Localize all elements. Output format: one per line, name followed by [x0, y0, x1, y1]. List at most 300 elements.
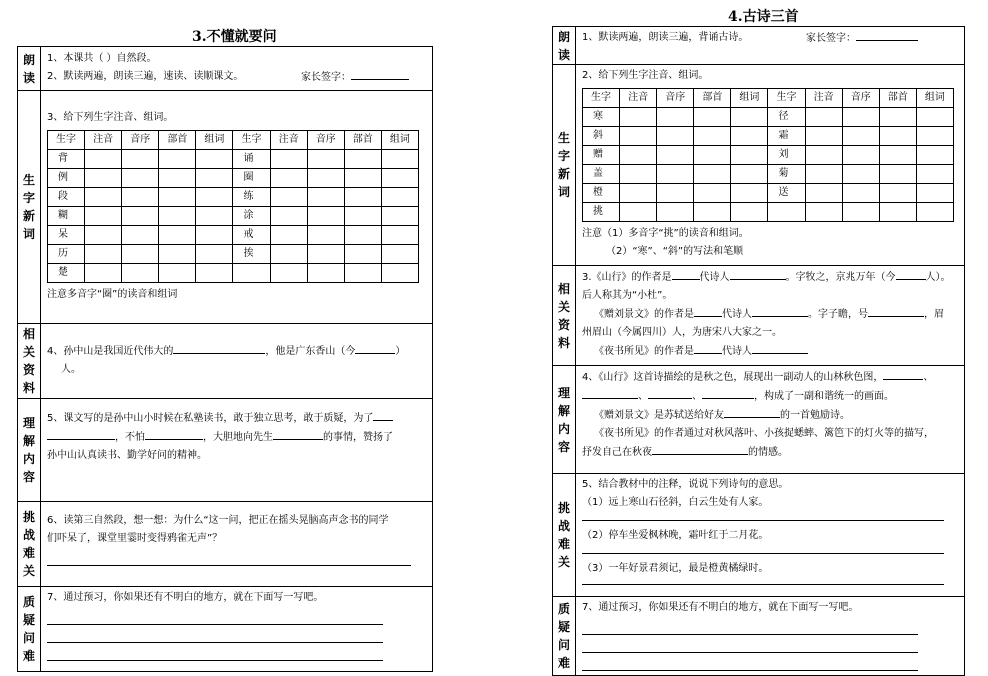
text: 《夜书所见》的作者是: [594, 346, 694, 357]
blank-field[interactable]: [694, 342, 722, 354]
left-question-text: 7、通过预习，你如果还有不明白的地方，就在下面写一写吧。: [47, 592, 324, 603]
grid-blank-cell[interactable]: [694, 165, 731, 184]
grid-char-cell: 赠: [583, 146, 620, 165]
blank-field[interactable]: [373, 409, 393, 421]
grid-blank-cell[interactable]: [381, 207, 418, 226]
right-vocab-note2: （2）“寒”、“斜”的写法和笔顺: [606, 246, 744, 257]
grid-blank-cell[interactable]: [85, 264, 122, 283]
left-vocab-row: [18, 91, 433, 324]
grid-blank-cell[interactable]: [805, 127, 842, 146]
grid-blank-cell[interactable]: [805, 184, 842, 203]
blank-field[interactable]: [145, 428, 203, 440]
grid-char-cell: 送: [768, 184, 805, 203]
text: 。字子瞻，号: [808, 309, 868, 320]
grid-row: [48, 150, 419, 169]
grid-char-cell: 盖: [583, 165, 620, 184]
blank-field[interactable]: [724, 406, 780, 418]
right-reading-row: [553, 27, 965, 65]
grid-blank-cell[interactable]: [731, 127, 768, 146]
answer-line[interactable]: [582, 653, 918, 671]
right-understand-line3: [582, 406, 958, 425]
grid-blank-cell[interactable]: [270, 226, 307, 245]
grid-blank-cell[interactable]: [270, 169, 307, 188]
label-char: 料: [22, 381, 35, 395]
answer-line[interactable]: [582, 545, 944, 554]
right-understand-line5: [582, 443, 958, 462]
grid-blank-cell[interactable]: [159, 245, 196, 264]
grid-char-cell: 历: [48, 245, 85, 264]
grid-blank-cell[interactable]: [657, 146, 694, 165]
right-parent-sign-field[interactable]: [856, 29, 918, 41]
left-page-title: 3.不懂就要问: [192, 29, 277, 45]
grid-header-cell: 部首: [879, 89, 916, 108]
grid-blank-cell[interactable]: [620, 108, 657, 127]
blank-field[interactable]: [883, 368, 923, 380]
grid-blank-cell[interactable]: [270, 150, 307, 169]
grid-blank-cell[interactable]: [122, 188, 159, 207]
grid-blank-cell[interactable]: [159, 150, 196, 169]
right-related-line1: [582, 268, 958, 287]
text: 《赠刘景文》是苏轼送给好友: [594, 410, 724, 421]
grid-char-cell: 背: [48, 150, 85, 169]
grid-blank-cell[interactable]: [879, 127, 916, 146]
left-challenge-row: [18, 502, 433, 587]
grid-row: [583, 203, 954, 222]
label-char: 质: [22, 595, 35, 609]
grid-blank-cell[interactable]: [307, 169, 344, 188]
text: ，不怕: [115, 432, 145, 443]
text: 人）。: [925, 272, 951, 283]
grid-blank-cell[interactable]: [85, 245, 122, 264]
label-char: 问: [22, 631, 35, 645]
grid-char-cell: 诵: [233, 150, 270, 169]
grid-blank-cell[interactable]: [879, 146, 916, 165]
answer-line[interactable]: [47, 643, 383, 661]
text: ，他是广东香山（今: [265, 346, 356, 357]
grid-blank-cell[interactable]: [805, 203, 842, 222]
grid-blank-cell[interactable]: [731, 184, 768, 203]
grid-blank-cell[interactable]: [196, 226, 233, 245]
left-reading-row: [18, 47, 433, 91]
grid-header-cell: 部首: [694, 89, 731, 108]
answer-line[interactable]: [582, 635, 918, 653]
grid-blank-cell[interactable]: [694, 203, 731, 222]
text: 1、默读两遍，朗读三遍，背诵古诗。: [582, 32, 749, 43]
grid-row: [48, 264, 419, 283]
grid-blank-cell[interactable]: [381, 245, 418, 264]
label-char: 关: [22, 345, 35, 359]
grid-blank-cell[interactable]: [85, 188, 122, 207]
grid-blank-cell[interactable]: [731, 203, 768, 222]
label-char: 质: [557, 602, 570, 616]
grid-blank-cell[interactable]: [196, 150, 233, 169]
grid-blank-cell[interactable]: [916, 108, 953, 127]
label-char: 资: [22, 363, 35, 377]
grid-blank-cell[interactable]: [381, 264, 418, 283]
answer-line[interactable]: [582, 617, 918, 635]
right-challenge-q3: （3）一年好景君须记，最是橙黄橘绿时。: [582, 563, 769, 574]
grid-blank-cell[interactable]: [879, 108, 916, 127]
grid-char-cell: [233, 264, 270, 283]
left-challenge-line1: 6、读第三自然段，想一想：为什么“这一问，把正在摇头晃脑高声念书的同学: [47, 515, 389, 526]
grid-header-cell: 组词: [916, 89, 953, 108]
grid-blank-cell[interactable]: [842, 146, 879, 165]
label-char: 朗: [557, 29, 570, 44]
grid-blank-cell[interactable]: [805, 146, 842, 165]
label-char: 内: [557, 421, 570, 436]
grid-blank-cell[interactable]: [620, 203, 657, 222]
blank-field[interactable]: [896, 268, 926, 280]
right-question-row: [553, 597, 965, 676]
grid-char-cell: 例: [48, 169, 85, 188]
left-vocab-note: 注意多音字“圈”的读音和组词: [47, 289, 178, 300]
label-char: 疑: [22, 613, 35, 627]
grid-blank-cell[interactable]: [196, 169, 233, 188]
label-char: 字: [557, 149, 570, 163]
label-char: 解: [557, 403, 570, 418]
label-char: 料: [557, 335, 570, 350]
grid-header-cell: 生字: [768, 89, 805, 108]
grid-blank-cell[interactable]: [916, 146, 953, 165]
text: 的事情，赞扬了: [323, 432, 393, 443]
grid-row: [48, 188, 419, 207]
grid-blank-cell[interactable]: [657, 127, 694, 146]
grid-blank-cell[interactable]: [694, 127, 731, 146]
grid-blank-cell[interactable]: [381, 169, 418, 188]
grid-blank-cell[interactable]: [344, 188, 381, 207]
label-char: 关: [557, 555, 570, 569]
grid-char-cell: 糊: [48, 207, 85, 226]
grid-blank-cell[interactable]: [842, 127, 879, 146]
grid-char-cell: 挑: [583, 203, 620, 222]
right-vocab-label: [553, 65, 576, 266]
blank-field[interactable]: [752, 342, 808, 354]
grid-row: [583, 184, 954, 203]
label-char: 容: [22, 470, 35, 484]
right-challenge-row: [553, 474, 965, 597]
right-understand-line2: [582, 387, 958, 406]
label-char: 问: [557, 638, 570, 652]
right-related-line2: 后人称其为“小杜”。: [582, 290, 673, 301]
grid-header-row: [48, 131, 419, 150]
grid-header-cell: 音序: [122, 131, 159, 150]
left-vocab-intro: 3、给下列生字注音、组词。: [47, 112, 174, 123]
label-char: 朗: [22, 52, 35, 67]
text: 、: [923, 372, 934, 383]
grid-blank-cell[interactable]: [731, 165, 768, 184]
label-char: 关: [22, 564, 35, 578]
grid-blank-cell[interactable]: [344, 226, 381, 245]
grid-header-cell: 注音: [620, 89, 657, 108]
grid-blank-cell[interactable]: [381, 188, 418, 207]
blank-field[interactable]: [730, 268, 786, 280]
grid-blank-cell[interactable]: [620, 146, 657, 165]
grid-char-cell: 斜: [583, 127, 620, 146]
label-char: 相: [557, 281, 570, 296]
grid-header-row: [583, 89, 954, 108]
right-related-line5: [582, 342, 958, 361]
grid-header-cell: 组词: [731, 89, 768, 108]
right-vocab-note1: 注意（1）多音字“挑”的读音和组词。: [582, 228, 749, 239]
grid-blank-cell[interactable]: [159, 264, 196, 283]
text: 、: [692, 391, 702, 402]
grid-blank-cell[interactable]: [842, 184, 879, 203]
grid-header-cell: 生字: [233, 131, 270, 150]
left-related-row: [18, 324, 433, 399]
grid-blank-cell[interactable]: [307, 150, 344, 169]
left-understand-label: [18, 399, 41, 502]
grid-blank-cell[interactable]: [916, 184, 953, 203]
text: 的情感。: [748, 447, 788, 458]
text: 的一首勉励诗。: [780, 410, 850, 421]
label-char: 难: [557, 656, 570, 670]
text: 、: [638, 391, 648, 402]
grid-char-cell: 寒: [583, 108, 620, 127]
right-understand-row: [553, 366, 965, 474]
grid-char-cell: 练: [233, 188, 270, 207]
grid-blank-cell[interactable]: [85, 169, 122, 188]
grid-blank-cell[interactable]: [916, 165, 953, 184]
grid-blank-cell[interactable]: [842, 203, 879, 222]
grid-blank-cell[interactable]: [620, 165, 657, 184]
left-related-line1: [47, 342, 426, 361]
grid-row: [583, 146, 954, 165]
grid-blank-cell[interactable]: [731, 108, 768, 127]
blank-field[interactable]: [868, 305, 924, 317]
grid-blank-cell[interactable]: [270, 264, 307, 283]
grid-blank-cell[interactable]: [381, 150, 418, 169]
grid-char-cell: 圈: [233, 169, 270, 188]
grid-blank-cell[interactable]: [879, 184, 916, 203]
label-char: 难: [22, 546, 35, 560]
label-char: 相: [22, 327, 35, 341]
grid-row: [48, 245, 419, 264]
grid-blank-cell[interactable]: [344, 264, 381, 283]
label-char: 词: [22, 227, 35, 241]
blank-field[interactable]: [652, 443, 748, 455]
grid-blank-cell[interactable]: [196, 264, 233, 283]
grid-blank-cell[interactable]: [85, 207, 122, 226]
blank-field[interactable]: [752, 305, 808, 317]
blank-field[interactable]: [702, 387, 754, 399]
answer-line[interactable]: [47, 548, 411, 566]
left-vocab-label: [18, 91, 41, 324]
left-reading-line2: [47, 68, 426, 86]
right-question-label: [553, 597, 576, 676]
label-char: 资: [557, 317, 570, 332]
right-parent-sign-label: 家长签字：: [806, 33, 856, 44]
right-understand-label: [553, 366, 576, 474]
grid-blank-cell[interactable]: [879, 165, 916, 184]
grid-blank-cell[interactable]: [122, 226, 159, 245]
grid-blank-cell[interactable]: [657, 184, 694, 203]
grid-blank-cell[interactable]: [842, 108, 879, 127]
grid-header-cell: 组词: [381, 131, 418, 150]
grid-row: [583, 127, 954, 146]
grid-blank-cell[interactable]: [381, 226, 418, 245]
grid-blank-cell[interactable]: [307, 245, 344, 264]
right-challenge-label: [553, 474, 576, 597]
label-char: 容: [557, 439, 570, 454]
label-char: 内: [22, 452, 35, 466]
label-char: 读: [22, 70, 35, 85]
grid-header-cell: 注音: [85, 131, 122, 150]
grid-char-cell: 涂: [233, 207, 270, 226]
label-char: 战: [22, 528, 35, 542]
blank-field[interactable]: [47, 428, 115, 440]
text: 《赠刘景文》的作者是: [594, 309, 694, 320]
grid-blank-cell[interactable]: [270, 188, 307, 207]
left-understand-line2: [47, 428, 426, 447]
grid-blank-cell[interactable]: [657, 203, 694, 222]
left-challenge-label: [18, 502, 41, 587]
grid-blank-cell[interactable]: [196, 207, 233, 226]
label-char: 读: [557, 47, 570, 62]
blank-field[interactable]: [173, 342, 265, 354]
label-char: 理: [557, 385, 570, 400]
grid-blank-cell[interactable]: [307, 188, 344, 207]
answer-line[interactable]: [582, 578, 944, 585]
left-related-line2: 人。: [61, 364, 81, 375]
left-challenge-line2: 们吓呆了，课堂里霎时变得鸦雀无声”？: [47, 533, 223, 544]
grid-blank-cell[interactable]: [307, 264, 344, 283]
grid-row: [583, 165, 954, 184]
grid-char-cell: 楚: [48, 264, 85, 283]
grid-blank-cell[interactable]: [159, 207, 196, 226]
grid-blank-cell[interactable]: [85, 226, 122, 245]
grid-blank-cell[interactable]: [159, 188, 196, 207]
grid-blank-cell[interactable]: [620, 127, 657, 146]
grid-header-cell: 音序: [842, 89, 879, 108]
right-related-line3: [582, 305, 958, 324]
grid-blank-cell[interactable]: [159, 226, 196, 245]
blank-field[interactable]: [648, 387, 692, 399]
grid-blank-cell[interactable]: [694, 108, 731, 127]
right-vocab-grid: [582, 88, 954, 222]
grid-blank-cell[interactable]: [85, 150, 122, 169]
grid-blank-cell[interactable]: [344, 207, 381, 226]
text: 4、孙中山是我国近代伟大的: [47, 346, 174, 357]
right-vocab-row: [553, 65, 965, 266]
grid-header-cell: 生字: [48, 131, 85, 150]
grid-blank-cell[interactable]: [122, 150, 159, 169]
grid-char-cell: 橙: [583, 184, 620, 203]
grid-char-cell: 呆: [48, 226, 85, 245]
grid-char-cell: [768, 203, 805, 222]
grid-blank-cell[interactable]: [805, 165, 842, 184]
blank-field[interactable]: [694, 305, 722, 317]
left-worksheet-table: [17, 46, 433, 672]
grid-blank-cell[interactable]: [916, 127, 953, 146]
grid-blank-cell[interactable]: [122, 245, 159, 264]
blank-field[interactable]: [582, 387, 638, 399]
label-char: 生: [557, 131, 570, 145]
grid-blank-cell[interactable]: [344, 245, 381, 264]
grid-blank-cell[interactable]: [307, 226, 344, 245]
grid-header-cell: 组词: [196, 131, 233, 150]
left-question-label: [18, 587, 41, 672]
text: ，构成了一副和谐统一的画面。: [754, 391, 894, 402]
grid-blank-cell[interactable]: [122, 264, 159, 283]
label-char: 字: [22, 191, 35, 205]
grid-header-cell: 注音: [270, 131, 307, 150]
grid-header-cell: 部首: [159, 131, 196, 150]
grid-blank-cell[interactable]: [694, 146, 731, 165]
grid-blank-cell[interactable]: [805, 108, 842, 127]
text: ，大胆地向先生: [203, 432, 273, 443]
label-char: 词: [557, 185, 570, 199]
label-char: 疑: [557, 620, 570, 634]
grid-blank-cell[interactable]: [657, 108, 694, 127]
blank-field[interactable]: [355, 342, 395, 354]
grid-blank-cell[interactable]: [196, 188, 233, 207]
grid-header-cell: 音序: [307, 131, 344, 150]
grid-char-cell: 菊: [768, 165, 805, 184]
label-char: 挑: [557, 501, 570, 515]
grid-blank-cell[interactable]: [270, 245, 307, 264]
left-parent-sign-field[interactable]: [351, 68, 409, 80]
grid-char-cell: 刘: [768, 146, 805, 165]
grid-blank-cell[interactable]: [916, 203, 953, 222]
grid-blank-cell[interactable]: [842, 165, 879, 184]
grid-char-cell: 径: [768, 108, 805, 127]
text: 代诗人: [722, 309, 752, 320]
grid-blank-cell[interactable]: [159, 169, 196, 188]
grid-row: [48, 169, 419, 188]
answer-line[interactable]: [582, 512, 944, 521]
right-question-text: 7、通过预习，你如果还有不明白的地方，就在下面写一写吧。: [582, 602, 859, 613]
label-char: 难: [557, 537, 570, 551]
grid-blank-cell[interactable]: [731, 146, 768, 165]
left-related-label: [18, 324, 41, 399]
grid-char-cell: 挨: [233, 245, 270, 264]
grid-blank-cell[interactable]: [344, 150, 381, 169]
grid-blank-cell[interactable]: [196, 245, 233, 264]
left-vocab-grid: [47, 130, 419, 283]
left-understand-row: [18, 399, 433, 502]
answer-line[interactable]: [47, 625, 383, 643]
grid-header-cell: 注音: [805, 89, 842, 108]
grid-blank-cell[interactable]: [694, 184, 731, 203]
grid-blank-cell[interactable]: [620, 184, 657, 203]
left-understand-line3: 孙中山认真读书、勤学好问的精神。: [47, 450, 207, 461]
grid-char-cell: 段: [48, 188, 85, 207]
grid-blank-cell[interactable]: [122, 207, 159, 226]
text: ）: [395, 346, 406, 357]
label-char: 挑: [22, 510, 35, 524]
grid-blank-cell[interactable]: [657, 165, 694, 184]
grid-char-cell: 戒: [233, 226, 270, 245]
right-related-row: [553, 266, 965, 366]
label-char: 生: [22, 173, 35, 187]
label-char: 解: [22, 434, 35, 448]
grid-blank-cell[interactable]: [307, 207, 344, 226]
grid-blank-cell[interactable]: [270, 207, 307, 226]
label-char: 新: [557, 167, 570, 181]
answer-line[interactable]: [47, 607, 383, 625]
grid-blank-cell[interactable]: [122, 169, 159, 188]
right-related-label: [553, 266, 576, 366]
grid-blank-cell[interactable]: [344, 169, 381, 188]
grid-blank-cell[interactable]: [879, 203, 916, 222]
blank-field[interactable]: [672, 268, 700, 280]
text: 代诗人: [699, 272, 730, 283]
blank-field[interactable]: [273, 428, 323, 440]
text: 4、《山行》这首诗描绘的是秋之色，展现出一副动人的山林秋色图，: [582, 372, 884, 383]
left-parent-sign-label: 家长签字：: [301, 72, 351, 83]
left-reading-line2-text: 2、默读两遍，朗读三遍，速读、读顺课文。: [47, 71, 244, 82]
label-char: 新: [22, 209, 35, 223]
